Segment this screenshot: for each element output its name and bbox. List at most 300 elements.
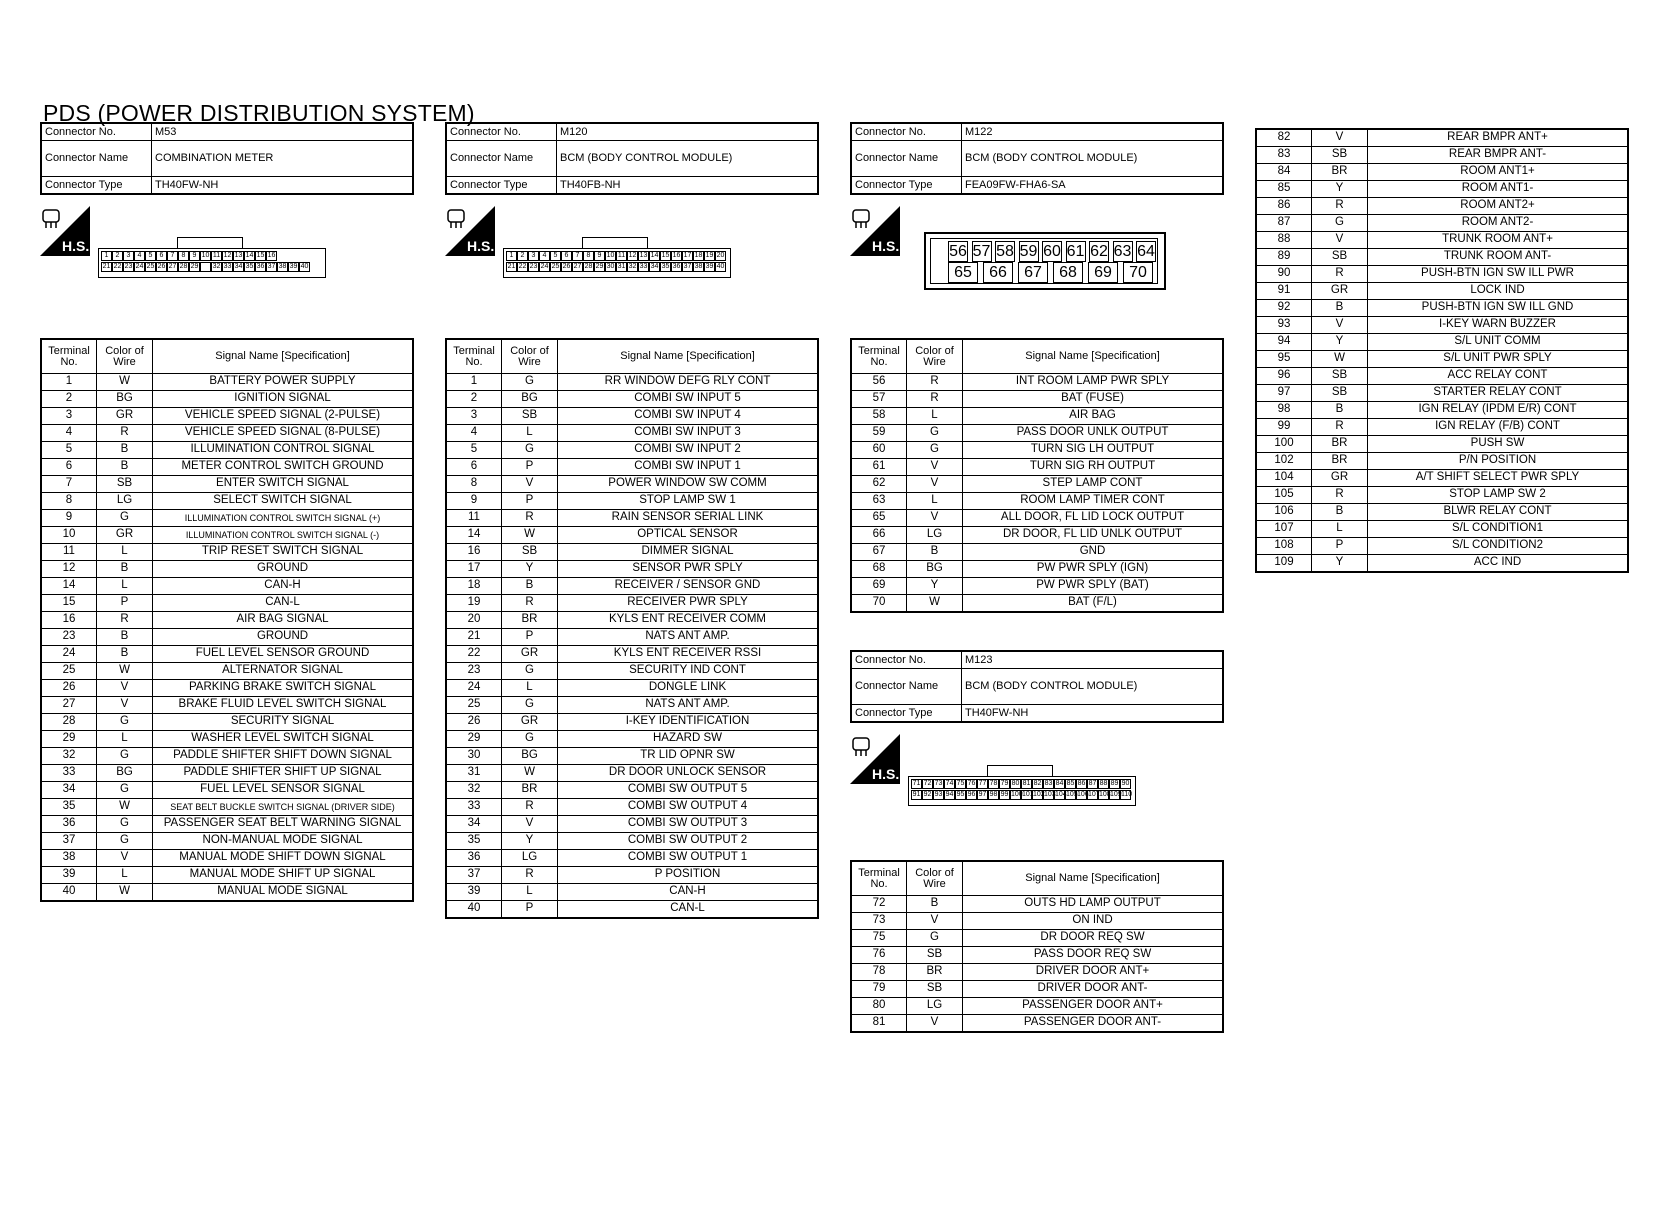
wire-color: Y [502,833,558,850]
connector-pin: 64 [1137,243,1155,260]
terminal-no: 32 [41,748,97,765]
signal-name: IGNITION SIGNAL [153,391,414,408]
connector-info [40,122,414,195]
terminal-no: 28 [41,714,97,731]
connector-pin: 76 [967,780,976,787]
signal-name: ALL DOOR, FL LID LOCK OUTPUT [963,510,1224,527]
table-header [446,339,818,374]
signal-name: WASHER LEVEL SWITCH SIGNAL [153,731,414,748]
terminal-no: 35 [41,799,97,816]
wire-color: L [907,493,963,510]
signal-name: TRUNK ROOM ANT- [1368,249,1629,266]
signal-name: COMBI SW OUTPUT 5 [558,782,819,799]
terminal-no: 78 [851,964,907,981]
connector-pin: 61 [1066,243,1085,260]
terminal-no: 80 [851,998,907,1015]
connector-pin: 58 [996,243,1014,260]
terminal-no: 16 [446,544,502,561]
terminal-no: 90 [1256,266,1312,283]
terminal-no: 70 [851,595,907,613]
connector-pin: 79 [1000,780,1009,787]
signal-name: KYLS ENT RECEIVER RSSI [558,646,819,663]
connector-name-label: Connector Name [851,669,962,705]
table-row [1256,453,1628,470]
signal-header: Signal Name [Specification] [963,339,1224,374]
wire-color: G [97,714,153,731]
terminal-no: 99 [1256,419,1312,436]
wire-color: V [97,697,153,714]
connector-pin: 5 [550,251,561,261]
wire-color: V [97,850,153,867]
table-row [446,595,818,612]
connector-pin: 2 [517,251,528,261]
terminal-no: 34 [41,782,97,799]
connector-pin: 38 [278,263,287,270]
connector-pin: 28 [584,263,593,270]
signal-name: CAN-L [153,595,414,612]
table-row [446,663,818,680]
connector-pin: 9 [594,251,605,261]
connector-pin: 40 [716,263,725,270]
wire-color: BR [502,612,558,629]
terminal-no: 11 [41,544,97,561]
table-header [851,861,1223,896]
connector-pin: 68 [1053,262,1083,283]
wire-color: R [1312,266,1368,283]
connector-pin: 75 [956,780,965,787]
connector-pin: 73 [934,780,943,787]
color-header: Color of Wire [907,339,963,374]
connector-pin: 107 [1088,791,1100,798]
wire-color: L [97,731,153,748]
connector-pin: 7 [572,251,583,261]
table-row [1256,300,1628,317]
wire-color: G [502,374,558,391]
signal-name: S/L CONDITION2 [1368,538,1629,555]
signal-name: I-KEY IDENTIFICATION [558,714,819,731]
connector-pin: 109 [1110,791,1122,798]
wire-color: R [1312,487,1368,504]
connector-pin: 21 [507,263,516,270]
signal-name: ROOM ANT1- [1368,181,1629,198]
table-row [446,697,818,714]
signal-name: ACC RELAY CONT [1368,368,1629,385]
terminal-no: 8 [446,476,502,493]
connector-type: TH40FW-NH [962,705,1224,723]
terminal-no: 14 [41,578,97,595]
table-row [41,867,413,884]
table-row [1256,215,1628,232]
signal-name: RECEIVER / SENSOR GND [558,578,819,595]
terminal-no: 25 [446,697,502,714]
table-row [446,578,818,595]
connector-pin: 35 [245,263,254,270]
connector-pin: 16 [267,252,276,259]
wire-color: V [907,510,963,527]
terminal-no: 59 [851,425,907,442]
signal-name: A/T SHIFT SELECT PWR SPLY [1368,470,1629,487]
connector-pin: 106 [1077,791,1089,798]
wire-color: P [502,901,558,919]
signal-name: TRUNK ROOM ANT+ [1368,232,1629,249]
signal-name: COMBI SW INPUT 5 [558,391,819,408]
wire-color: BR [1312,164,1368,181]
signal-name: COMBI SW INPUT 3 [558,425,819,442]
wire-color: L [97,578,153,595]
terminal-no: 6 [41,459,97,476]
table-row [851,930,1223,947]
wire-color: GR [1312,283,1368,300]
table-row [1256,385,1628,402]
terminal-no: 15 [41,595,97,612]
connector-no: M123 [962,651,1224,669]
signal-name: COMBI SW OUTPUT 2 [558,833,819,850]
color-header: Color of Wire [97,339,153,374]
signal-name: RECEIVER PWR SPLY [558,595,819,612]
wire-color: R [97,425,153,442]
wire-color: B [97,561,153,578]
table-row [41,782,413,799]
connector-pin: 6 [561,251,572,261]
hs-label: H.S. [872,238,900,254]
signal-name: ROOM LAMP TIMER CONT [963,493,1224,510]
connector-pin: 27 [168,263,177,270]
wire-color: B [97,629,153,646]
signal-name: SECURITY IND CONT [558,663,819,680]
signal-name: PW PWR SPLY (BAT) [963,578,1224,595]
connector-name-label: Connector Name [41,141,152,177]
table-row [446,867,818,884]
signal-name: ILLUMINATION CONTROL SWITCH SIGNAL (-) [153,527,414,544]
connector-no-label: Connector No. [851,651,962,669]
terminal-no: 100 [1256,436,1312,453]
connector-pin: 3 [528,251,539,261]
connector-pin: 13 [234,252,243,259]
connector-pin: 6 [156,251,167,261]
terminal-no: 21 [446,629,502,646]
terminal-no: 29 [41,731,97,748]
table-row [41,833,413,850]
terminal-no: 8 [41,493,97,510]
wire-color: BG [97,391,153,408]
wire-color: R [1312,419,1368,436]
connector-pin: 86 [1077,780,1086,787]
table-row [41,850,413,867]
terminal-no: 94 [1256,334,1312,351]
terminal-no: 1 [446,374,502,391]
table-row [851,595,1223,613]
wire-color: R [502,595,558,612]
table-row [41,663,413,680]
wire-color: G [502,731,558,748]
terminal-header: Terminal No. [851,861,907,896]
table-row [41,459,413,476]
terminal-no: 1 [41,374,97,391]
connector-pin: 80 [1011,780,1020,787]
connector-pin: 78 [989,780,998,787]
connector-pin: 24 [540,263,549,270]
signal-name: BRAKE FLUID LEVEL SWITCH SIGNAL [153,697,414,714]
connector-type-label: Connector Type [851,705,962,723]
connector-type: TH40FW-NH [152,177,414,195]
wire-color: B [907,544,963,561]
connector-pin: 4 [134,251,145,261]
connector-pin: 77 [978,780,987,787]
terminal-no: 4 [41,425,97,442]
signal-name: PASSENGER DOOR ANT- [963,1015,1224,1033]
terminal-no: 7 [41,476,97,493]
terminal-no: 69 [851,578,907,595]
connector-pin: 67 [1018,262,1048,283]
terminal-no: 86 [1256,198,1312,215]
wire-color: GR [502,714,558,731]
wire-color: G [97,833,153,850]
signal-name: REAR BMPR ANT- [1368,147,1629,164]
terminal-no: 6 [446,459,502,476]
table-row [41,442,413,459]
table-row [41,476,413,493]
connector-pin: 22 [518,263,527,270]
terminal-no: 24 [446,680,502,697]
terminal-no: 26 [41,680,97,697]
wire-color: BG [502,391,558,408]
signal-name: IGN RELAY (F/B) CONT [1368,419,1629,436]
connector-pin: 28 [179,263,188,270]
connector-face [503,248,731,278]
connector-pin: 25 [146,263,155,270]
table-row [446,714,818,731]
connector-pin: 9 [189,251,200,261]
table-row [41,527,413,544]
terminal-no: 37 [41,833,97,850]
wire-color: P [502,459,558,476]
wire-color: Y [907,578,963,595]
wire-color: GR [1312,470,1368,487]
signal-name: GROUND [153,629,414,646]
terminal-no: 33 [41,765,97,782]
terminal-no: 67 [851,544,907,561]
signal-name: COMBI SW INPUT 2 [558,442,819,459]
terminal-no: 81 [851,1015,907,1033]
table-row [446,748,818,765]
wire-color: Y [502,561,558,578]
wire-color: B [1312,300,1368,317]
connector-latch [987,765,1053,777]
table-row [851,913,1223,930]
table-row [851,493,1223,510]
terminal-header: Terminal No. [851,339,907,374]
signal-name: DR DOOR, FL LID UNLK OUTPUT [963,527,1224,544]
wire-color: BG [502,748,558,765]
signal-name: SEAT BELT BUCKLE SWITCH SIGNAL (DRIVER SIDE) [153,799,414,816]
table-row [446,646,818,663]
wire-color: G [502,697,558,714]
wire-color: SB [1312,249,1368,266]
terminal-no: 2 [41,391,97,408]
signal-name: ROOM ANT2+ [1368,198,1629,215]
connector-pin: 83 [1044,780,1053,787]
connector-info [850,650,1224,723]
connector-type-label: Connector Type [41,177,152,195]
wire-color: SB [97,476,153,493]
signal-name: METER CONTROL SWITCH GROUND [153,459,414,476]
connector-pin: 14 [650,252,659,259]
connector-pin: 94 [945,791,954,798]
connector-pin: 5 [145,251,156,261]
terminal-no: 97 [1256,385,1312,402]
connector-pin: 29 [595,263,604,270]
connector-face [924,232,1166,290]
wire-color: Y [1312,555,1368,573]
wire-color: G [502,442,558,459]
table-row [1256,129,1628,147]
table-row [1256,232,1628,249]
wire-color: V [907,459,963,476]
wire-color: BR [907,964,963,981]
connector-pin [200,262,211,272]
connector-pin: 105 [1066,791,1078,798]
connector-pin: 101 [1022,791,1034,798]
connector-latch [177,237,243,249]
signal-name: BAT (F/L) [963,595,1224,613]
table-row [851,561,1223,578]
table-row [1256,283,1628,300]
connector-pin: 104 [1055,791,1067,798]
color-header: Color of Wire [907,861,963,896]
terminal-table [40,338,414,902]
table-row [41,646,413,663]
connector-pin: 66 [983,262,1013,283]
wire-color: GR [97,408,153,425]
terminal-no: 105 [1256,487,1312,504]
terminal-no: 37 [446,867,502,884]
connector-pin: 91 [912,791,921,798]
signal-name: COMBI SW INPUT 1 [558,459,819,476]
terminal-no: 60 [851,442,907,459]
table-row [446,833,818,850]
table-row [446,816,818,833]
signal-name: TRIP RESET SWITCH SIGNAL [153,544,414,561]
terminal-no: 108 [1256,538,1312,555]
connector-pin: 88 [1099,780,1108,787]
table-row [41,612,413,629]
signal-name: I-KEY WARN BUZZER [1368,317,1629,334]
signal-name: RAIN SENSOR SERIAL LINK [558,510,819,527]
signal-name: MANUAL MODE SHIFT UP SIGNAL [153,867,414,884]
terminal-no: 39 [41,867,97,884]
terminal-no: 95 [1256,351,1312,368]
signal-name: P/N POSITION [1368,453,1629,470]
connector-pin: 17 [683,252,692,259]
connector-no-label: Connector No. [851,123,962,141]
terminal-no: 17 [446,561,502,578]
terminal-header: Terminal No. [446,339,502,374]
table-row [1256,147,1628,164]
table-row [1256,317,1628,334]
signal-name: VEHICLE SPEED SIGNAL (8-PULSE) [153,425,414,442]
terminal-no: 26 [446,714,502,731]
table-row [1256,266,1628,283]
signal-name: CAN-H [153,578,414,595]
connector-pin: 97 [978,791,987,798]
wire-color: W [907,595,963,613]
table-row [41,510,413,527]
signal-name: POWER WINDOW SW COMM [558,476,819,493]
table-row [851,544,1223,561]
connector-pin: 33 [223,263,232,270]
terminal-no: 36 [446,850,502,867]
connector-pin: 30 [606,263,615,270]
wire-color: B [907,896,963,913]
connector-pin: 60 [1043,243,1061,260]
signal-header: Signal Name [Specification] [153,339,414,374]
terminal-no: 39 [446,884,502,901]
table-row [41,680,413,697]
terminal-no: 32 [446,782,502,799]
wire-color: R [907,374,963,391]
terminal-no: 25 [41,663,97,680]
connector-pin: 81 [1022,780,1031,787]
wire-color: V [97,680,153,697]
connector-pin: 71 [912,780,921,787]
terminal-no: 85 [1256,181,1312,198]
connector-pin: 65 [948,262,978,283]
table-row [446,476,818,493]
connector-type: FEA09FW-FHA6-SA [962,177,1224,195]
table-row [41,408,413,425]
connector-no-label: Connector No. [41,123,152,141]
connector-pin: 31 [617,263,626,270]
connector-pin: 16 [672,252,681,259]
wire-color: G [907,442,963,459]
wire-color: BG [907,561,963,578]
table-row [446,527,818,544]
wire-color: B [1312,402,1368,419]
signal-name: GROUND [153,561,414,578]
wire-color: G [97,748,153,765]
table-row [1256,521,1628,538]
table-row [1256,436,1628,453]
table-row [1256,334,1628,351]
terminal-no: 38 [41,850,97,867]
terminal-no: 36 [41,816,97,833]
signal-name: VEHICLE SPEED SIGNAL (2-PULSE) [153,408,414,425]
table-row [41,629,413,646]
connector-pin: 27 [573,263,582,270]
terminal-no: 93 [1256,317,1312,334]
terminal-no: 65 [851,510,907,527]
table-row [41,595,413,612]
table-row [446,612,818,629]
connector-pin: 93 [934,791,943,798]
wire-color: R [97,612,153,629]
connector-name: BCM (BODY CONTROL MODULE) [557,141,819,177]
wire-color: G [97,816,153,833]
table-row [851,425,1223,442]
color-header: Color of Wire [502,339,558,374]
table-row [41,544,413,561]
connector-pin: 29 [190,263,199,270]
wire-color: G [1312,215,1368,232]
connector-info [445,122,819,195]
wire-color: SB [1312,147,1368,164]
terminal-no: 3 [446,408,502,425]
wire-color: W [97,374,153,391]
wire-color: B [97,442,153,459]
connector-pin: 102 [1033,791,1045,798]
signal-name: BAT (FUSE) [963,391,1224,408]
terminal-no: 30 [446,748,502,765]
